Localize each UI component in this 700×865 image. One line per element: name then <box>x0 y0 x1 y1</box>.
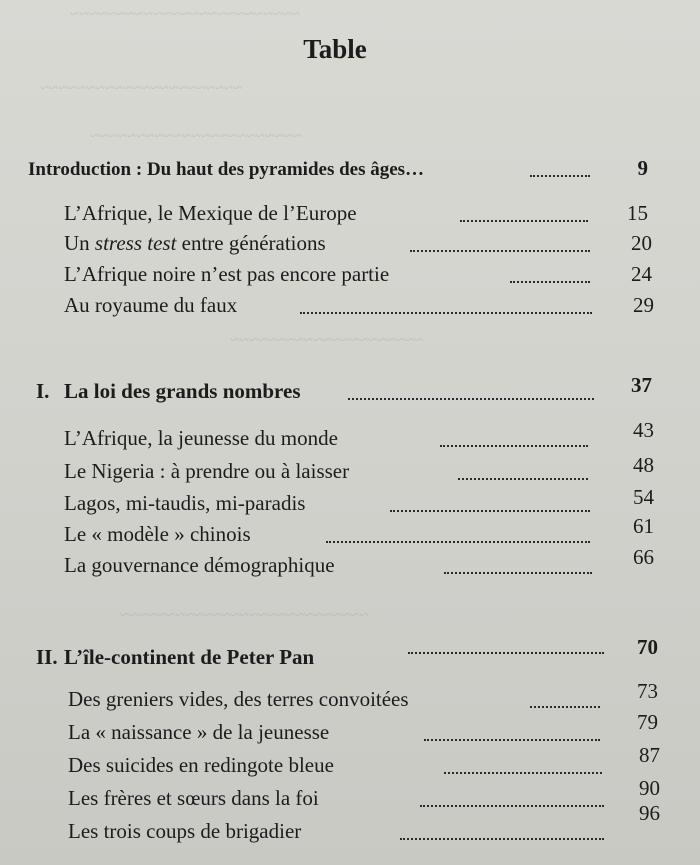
entry-title: Un stress test entre générations <box>64 231 326 255</box>
toc-entry <box>0 776 700 815</box>
dot-leader <box>530 175 590 177</box>
toc-entry <box>0 261 700 291</box>
toc-entry <box>0 710 700 749</box>
chapter-title: I. La loi des grands nombres <box>36 379 301 403</box>
bleed-line: ~~~~~~~~~~~~~~~~~~~~~~~~~ <box>70 4 300 23</box>
page-number: 20 <box>631 231 652 255</box>
toc-entry <box>0 801 700 848</box>
toc-entry <box>0 418 700 455</box>
chapter-title: Introduction : Du haut des pyramides des âges… <box>28 159 425 180</box>
page-number: 96 <box>639 801 660 825</box>
chapter-number: I. <box>36 379 50 403</box>
bleed-line: ~~~~~~~~~~~~~~~~~~~~~~ <box>40 78 243 97</box>
entry-title: L’Afrique noire n’est pas encore partie <box>64 262 390 286</box>
toc-entry <box>0 453 700 488</box>
page-number: 66 <box>633 545 654 569</box>
toc-chapter-2 <box>0 635 700 674</box>
page-number: 61 <box>633 514 654 538</box>
dot-leader <box>444 772 602 774</box>
page-number: 79 <box>637 710 658 734</box>
entry-title: Le « modèle » chinois <box>64 522 251 546</box>
dot-leader <box>400 838 604 840</box>
dot-leader <box>530 706 600 708</box>
page-number: 24 <box>631 262 652 286</box>
dot-leader <box>460 220 588 222</box>
toc-entry <box>0 545 700 582</box>
page-number: 48 <box>633 453 654 477</box>
dot-leader <box>390 510 590 512</box>
page-number: 70 <box>637 635 658 659</box>
page-number: 9 <box>637 156 648 180</box>
page-title: Table <box>303 34 367 65</box>
entry-title: La gouvernance démographique <box>64 553 335 577</box>
entry-title: Les trois coups de brigadier <box>68 819 302 843</box>
toc-entry <box>0 292 700 322</box>
dot-leader <box>458 478 588 480</box>
toc-entry <box>0 743 700 782</box>
toc-entry <box>0 485 700 520</box>
dot-leader <box>326 541 590 543</box>
dot-leader <box>420 805 604 807</box>
dot-leader <box>444 572 592 574</box>
dot-leader <box>410 250 590 252</box>
page-number: 73 <box>637 679 658 703</box>
page-number: 90 <box>639 776 660 800</box>
entry-title: Les frères et sœurs dans la foi <box>68 786 319 810</box>
chapter-title: II. L’île-continent de Peter Pan <box>36 645 315 669</box>
entry-title: Au royaume du faux <box>64 293 238 317</box>
entry-title: L’Afrique, le Mexique de l’Europe <box>64 201 357 225</box>
toc-chapter-introduction <box>0 155 700 185</box>
page-number: 54 <box>633 485 654 509</box>
dot-leader <box>300 312 592 314</box>
toc-entry <box>0 679 700 716</box>
page-number: 37 <box>631 373 652 397</box>
toc-entry <box>0 230 700 260</box>
entry-title: L’Afrique, la jeunesse du monde <box>64 426 338 450</box>
page-number: 43 <box>633 418 654 442</box>
entry-title: Des suicides en redingote bleue <box>68 753 334 777</box>
bleed-line: ~~~~~~~~~~~~~~~~~~~~~ <box>230 330 424 349</box>
entry-title: Des greniers vides, des terres convoitées <box>68 687 409 711</box>
dot-leader <box>510 281 590 283</box>
dot-leader <box>348 398 594 400</box>
toc-entry <box>0 514 700 551</box>
page-number: 29 <box>633 293 654 317</box>
toc-chapter-1 <box>0 373 700 408</box>
chapter-number: II. <box>36 645 58 669</box>
dot-leader <box>424 739 600 741</box>
dot-leader <box>440 445 588 447</box>
entry-title: Lagos, mi-taudis, mi-paradis <box>64 491 306 515</box>
page-number: 15 <box>627 201 648 225</box>
entry-title: Le Nigeria : à prendre ou à laisser <box>64 459 350 483</box>
bleed-line: ~~~~~~~~~~~~~~~~~~~~~~~~~~~ <box>120 605 369 624</box>
toc-entry <box>0 200 700 230</box>
dot-leader <box>408 652 604 654</box>
entry-title: La « naissance » de la jeunesse <box>68 720 330 744</box>
bleed-line: ~~~~~~~~~~~~~~~~~~~~~~~ <box>90 126 302 145</box>
page-number: 87 <box>639 743 660 767</box>
